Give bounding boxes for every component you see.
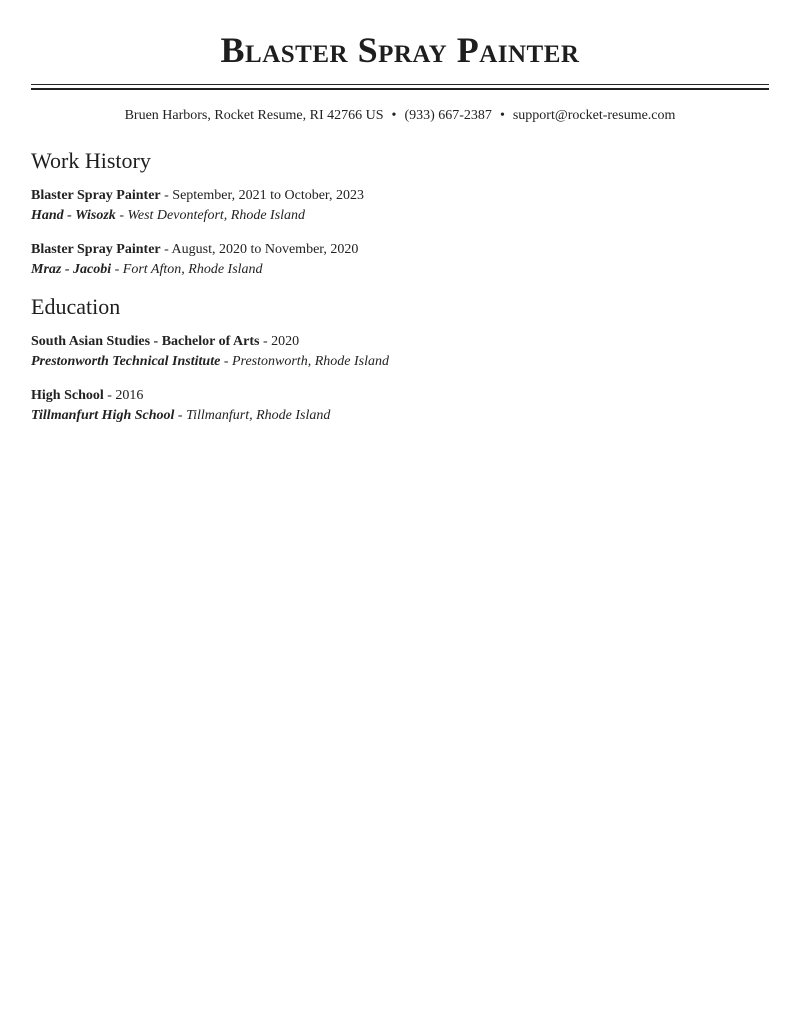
resume-page	[31, 0, 769, 426]
resume-name: Blaster Spray Painter	[220, 30, 580, 70]
work-entry-employer: Hand - Wisozk - West Devontefort, Rhode Island	[31, 208, 306, 223]
contact-info	[31, 107, 769, 125]
contact-phone: (933) 667-2387	[404, 108, 492, 123]
education-location: Tillmanfurt, Rhode Island	[186, 408, 331, 423]
job-company: Mraz - Jacobi	[31, 262, 112, 277]
education-entry-header: South Asian Studies - Bachelor of Arts - 2020	[31, 334, 300, 349]
job-location: West Devontefort, Rhode Island	[127, 208, 306, 223]
education-school: Prestonworth Technical Institute	[31, 354, 221, 369]
job-dates: September, 2021 to October, 2023	[172, 188, 365, 203]
education-location: Prestonworth, Rhode Island	[231, 354, 389, 369]
contact-address: Bruen Harbors, Rocket Resume, RI 42766 US	[124, 108, 384, 123]
education-entry	[31, 386, 769, 426]
education-entry-school: Prestonworth Technical Institute - Prestonworth, Rhode Island	[31, 354, 389, 369]
education-year: 2020	[271, 334, 300, 349]
work-history-heading: Work History	[31, 148, 151, 173]
work-entry	[31, 186, 769, 226]
education-school: Tillmanfurt High School	[31, 408, 175, 423]
education-degree: South Asian Studies - Bachelor of Arts	[31, 334, 260, 349]
education-heading: Education	[31, 294, 121, 319]
contact-separator: •	[391, 108, 397, 123]
job-company: Hand - Wisozk	[31, 208, 116, 223]
education-year: 2016	[115, 388, 144, 403]
contact-separator: •	[499, 108, 505, 123]
education-entry	[31, 332, 769, 372]
work-entry-header: Blaster Spray Painter - September, 2021 to October, 2023	[31, 188, 365, 203]
work-entry-employer: Mraz - Jacobi - Fort Afton, Rhode Island	[31, 262, 263, 277]
job-position: Blaster Spray Painter	[31, 242, 161, 257]
header-rule-thin	[31, 84, 769, 85]
education-entry-header: High School - 2016	[31, 388, 144, 403]
job-position: Blaster Spray Painter	[31, 188, 161, 203]
education-entry-school: Tillmanfurt High School - Tillmanfurt, Rhode Island	[31, 408, 331, 423]
education-degree: High School	[31, 388, 104, 403]
work-entry-header: Blaster Spray Painter - August, 2020 to November, 2020	[31, 242, 359, 257]
job-dates: August, 2020 to November, 2020	[171, 242, 359, 257]
job-location: Fort Afton, Rhode Island	[122, 262, 263, 277]
work-entry	[31, 240, 769, 280]
header-rule-thick	[31, 88, 769, 90]
contact-email: support@rocket-resume.com	[512, 108, 676, 123]
